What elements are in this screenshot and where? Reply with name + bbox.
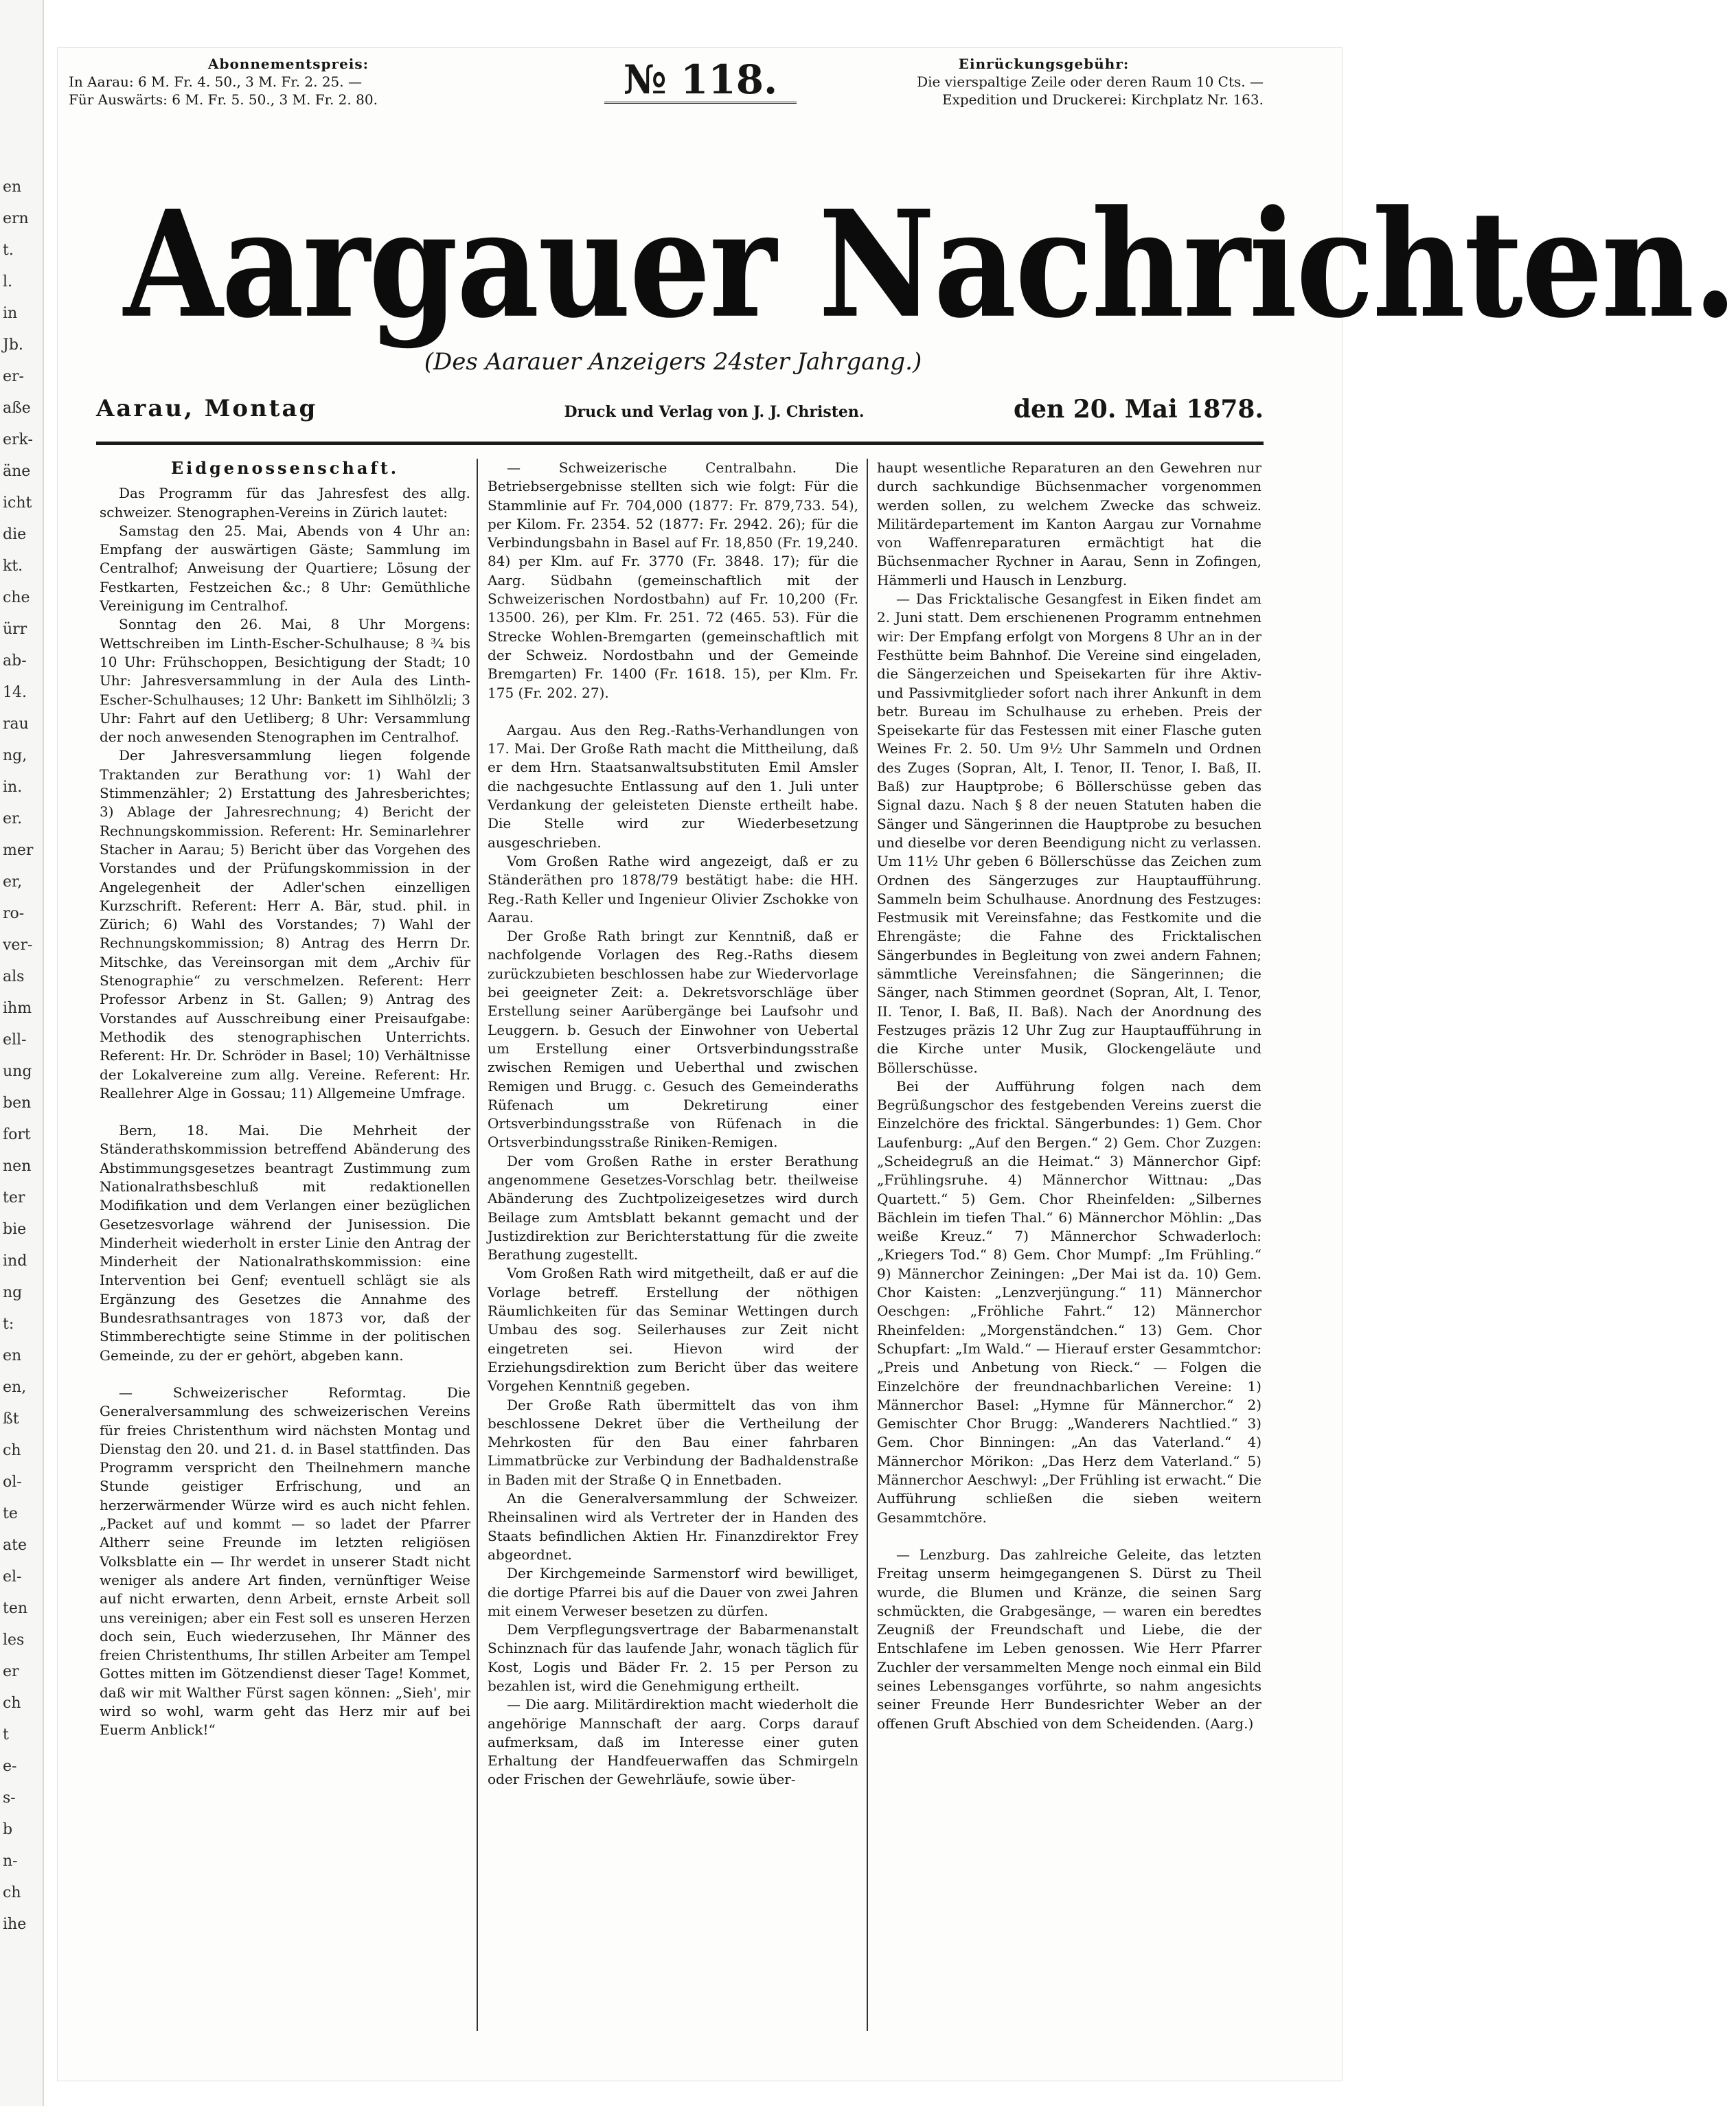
article-paragraph: — Lenzburg. Das zahlreiche Geleite, das letzten Freitag unserm heimgegangenen S. Dürst zu Theil wurde, die Blumen und Kränze, die seinen Sarg schmückten, die Grabgesänge, — waren ein beredtes Zeugniß der Freundschaft und Liebe, die der Entschlafene im Leben genossen. Wie Herr Pfarrer Zuchler der versammelten Menge noch einmal ein Bild seines Lebensganges vorführte, so nahm angesichts seiner Freunde Herr Bundesrichter Weber an der offenen Gruft Abschied von dem Scheidenden. (Aarg.) xyxy=(877,1546,1261,1732)
article-paragraph: Bern, 18. Mai. Die Mehrheit der Ständerathskommission betreffend Abänderung des Abstimmungsgesetzes beantragt Zustimmung zum Nationalrathsbeschluß mit redaktionellen Modifikation und dem Verlangen einer bezüglichen Gesetzesvorlage während der Junisession. Die Minderheit wiederholt in erster Linie den Antrag der Minderheit der Nationalrathskommission: eine Intervention bei Genf; eventuell schlägt sie als Ergänzung des Gesetzes die Annahme des Bundesrathsantrages von 1873 vor, daß der Stimmberechtigte seine Stimme in der politischen Gemeinde, zu der er gehört, abgeben kann. xyxy=(100,1122,470,1364)
insertion-fee-block xyxy=(824,55,1264,108)
article-paragraph: Der Große Rath übermittelt das von ihm beschlossene Dekret über die Vertheilung der Mehrkosten für den Bau einer fahrbaren Limmatbrücke zur Verbindung der Badhaldenstraße in Baden mit der Straße Q in Ennetbaden. xyxy=(488,1396,858,1488)
margin-fragment: ng xyxy=(3,1284,23,1301)
dateline xyxy=(96,395,1264,436)
margin-fragment: er- xyxy=(3,368,24,385)
margin-fragment: ürr xyxy=(3,621,27,638)
column-divider xyxy=(867,459,868,2031)
section-heading: Eidgenossenschaft. xyxy=(170,458,400,478)
margin-fragment: ihm xyxy=(3,1000,32,1017)
margin-fragment: el- xyxy=(3,1568,22,1586)
margin-fragment: ol- xyxy=(3,1474,22,1491)
adjacent-page-margin xyxy=(0,0,44,2106)
margin-fragment: rau xyxy=(3,716,29,733)
margin-fragment: che xyxy=(3,589,30,606)
margin-fragment: s- xyxy=(3,1789,16,1807)
margin-fragment: er. xyxy=(3,810,23,827)
column-1 xyxy=(100,459,470,1740)
article-paragraph: Der Jahresversammlung liegen folgende Traktanden zur Berathung vor: 1) Wahl der Stimmenzähler; 2) Erstattung des Jahresberichtes; 3) Ablage der Jahresrechnung; 4) Bericht der Rechnungskommission. Referent: Hr. Seminarlehrer Stacher in Aarau; 5) Bericht über das Vorgehen des Vorstandes und der Prüfungskommission in der Angelegenheit der Adler'schen einzelligen Kurzschrift. Referent: Herr A. Bär, stud. phil. in Zürich; 6) Wahl des Vorstandes; 7) Wahl der Rechnungskommission; 8) Antrag des Herrn Dr. Mitschke, das Vereinsorgan mit dem „Archiv für Stenographie“ zu verschmelzen. Referent: Herr Professor Arbenz in St. Gallen; 9) Antrag des Vorstandes auf Ausschreibung einer Preisaufgabe: Methodik des stenographischen Unterrichts. Referent: Hr. Dr. Schröder in Basel; 10) Verhältnisse der Lokalvereine zum allg. Vereine. Referent: Hr. Reallehrer Alge in Gossau; 11) Allgemeine Umfrage. xyxy=(100,747,470,1101)
place-and-day: Aarau, Montag xyxy=(96,395,318,422)
margin-fragment: t xyxy=(3,1726,9,1743)
margin-fragment: er xyxy=(3,1663,19,1680)
margin-fragment: bie xyxy=(3,1221,27,1238)
margin-fragment: äne xyxy=(3,463,31,480)
article-paragraph: Aargau. Aus den Reg.-Raths-Verhandlungen von 17. Mai. Der Große Rath macht die Mittheilung, daß er dem Hrn. Staatsanwaltsubstituten Emil Amsler die nachgesuchte Entlassung auf den 1. Juli unter Verdankung der geleisteten Dienste ertheilt habe. Die Stelle wird zur Wiederbesetzung ausgeschrieben. xyxy=(488,721,858,851)
subscription-line: In Aarau: 6 M. Fr. 4. 50., 3 M. Fr. 2. 25. — xyxy=(69,73,362,90)
column-divider xyxy=(477,459,478,2031)
margin-fragment: ng, xyxy=(3,747,27,764)
margin-fragment: mer xyxy=(3,842,34,859)
margin-fragment: t: xyxy=(3,1316,14,1333)
article-paragraph: Der Kirchgemeinde Sarmenstorf wird bewilliget, die dortige Pfarrei bis auf die Dauer von zwei Jahren mit einem Verweser besetzen zu dürfen. xyxy=(488,1565,858,1619)
margin-fragment: ter xyxy=(3,1189,25,1206)
insertion-title: Einrückungsgebühr: xyxy=(958,56,1130,72)
margin-fragment: als xyxy=(3,968,25,985)
margin-fragment: icht xyxy=(3,494,32,512)
margin-fragment: nen xyxy=(3,1158,32,1175)
masthead-subtitle: (Des Aarauer Anzeigers 24ster Jahrgang.) xyxy=(424,348,922,376)
margin-fragment: t. xyxy=(3,242,14,259)
insertion-line: Expedition und Druckerei: Kirchplatz Nr. 163. xyxy=(941,91,1264,108)
margin-fragment: aße xyxy=(3,400,31,417)
subscription-title: Abonnementspreis: xyxy=(207,56,369,72)
article-paragraph: Vom Großen Rath wird mitgetheilt, daß er auf die Vorlage betreff. Erstellung der nöthigen Räumlichkeiten für das Seminar Wettingen durch Umbau des sog. Seilerhauses zur Zeit nicht eingetreten sei. Hievon wird der Erziehungsdirektion zum Bericht über das weitere Vorgehen Kenntniß gegeben. xyxy=(488,1265,858,1395)
margin-fragment: die xyxy=(3,526,27,543)
article-paragraph: — Schweizerische Centralbahn. Die Betriebsergebnisse stellten sich wie folgt: Für die Stammlinie auf Fr. 704,000 (1877: Fr. 879,733. 54), per Kilom. Fr. 2354. 52 (1877: Fr. 2942. 26); für die Verbindungsbahn in Basel auf Fr. 18,850 (Fr. 19,240. 84) per Klm. auf Fr. 3770 (Fr. 3848. 17); für die Aarg. Südbahn (gemeinschaftlich mit der Schweizerischen Nordostbahn) auf Fr. 10,200 (Fr. 13500. 26), per Klm. Fr. 251. 72 (465. 53). Für die Strecke Wohlen-Bremgarten (gemeinschaftlich mit der Schweiz. Nordostbahn und der Gemeinde Bremgarten) Fr. 1400 (Fr. 1618. 15), per Klm. Fr. 175 (Fr. 202. 27). xyxy=(488,459,858,701)
margin-fragment: ung xyxy=(3,1063,32,1080)
article-paragraph: Vom Großen Rathe wird angezeigt, daß er zu Ständeräthen pro 1878/79 bestätigt habe: die HH. Reg.-Rath Keller und Ingenieur Olivier Zschokke von Aarau. xyxy=(488,852,858,926)
margin-fragment: l. xyxy=(3,273,13,290)
article-paragraph: Das Programm für das Jahresfest des allg. schweizer. Stenographen-Vereins in Zürich lautet: xyxy=(100,485,470,520)
margin-fragment: b xyxy=(3,1821,13,1838)
margin-fragment: ate xyxy=(3,1537,27,1554)
subscription-line: Für Auswärts: 6 M. Fr. 5. 50., 3 M. Fr. 2. 80. xyxy=(69,91,378,108)
article-paragraph: Der Große Rath bringt zur Kenntniß, daß er nachfolgende Vorlagen des Reg.-Raths diesem zurückzubieten beschlossen habe zur Wiedervorlage bei geeigneter Zeit: a. Dekretsvorschläge über Erstellung seiner Aarübergänge bei Laufsohr und Leuggern. b. Gesuch der Einwohner von Uebertal um Erstellung einer Ortsverbindungsstraße zwischen Remigen und Ueberthal und zwischen Remigen und Brugg. c. Gesuch des Gemeinderaths Rüfenach um Dekretirung einer Ortsverbindungsstraße von Rüfenach in die Ortsverbindungsstraße Riniken-Remigen. xyxy=(488,928,858,1151)
margin-fragment: en, xyxy=(3,1379,27,1396)
masthead-title: Aargauer Nachrichten. xyxy=(124,177,1736,351)
article-paragraph: Dem Verpflegungsvertrage der Babarmenanstalt Schinznach für das laufende Jahr, wonach täglich für Kost, Logis und Bäder Fr. 2. 15 per Person zu bezahlen ist, wird die Genehmigung ertheilt. xyxy=(488,1621,858,1694)
column-2 xyxy=(488,459,858,1789)
margin-fragment: en xyxy=(3,179,22,196)
margin-fragment: 14. xyxy=(3,684,27,701)
header-row xyxy=(69,55,1264,117)
article-paragraph: — Das Fricktalische Gesangfest in Eiken findet am 2. Juni statt. Dem erschienenen Programm entnehmen wir: Der Empfang erfolgt von Morgens 8 Uhr an in der Festhütte beim Bahnhof. Die Vereine sind eingeladen, die Sängerzeichen und Speisekarten für ihre Aktiv- und Passivmitglieder sofort nach ihrer Ankunft in dem betr. Bureau im Schulhause zu erheben. Preis der Speisekarte für das Festessen mit einer Flasche guten Weines Fr. 2. 50. Um 9½ Uhr Sammeln und Ordnen des Zuges (Sopran, Alt, I. Tenor, II. Tenor, I. Baß, II. Baß) zur Hauptprobe; 6 Böllerschüsse geben das Signal dazu. Nach § 8 der neuen Statuten haben die Sänger und Sängerinnen die Hauptprobe zu besuchen und dieselbe vor deren Beendigung nicht zu verlassen. Um 11½ Uhr geben 6 Böllerschüsse das Zeichen zum Ordnen des Sängerzuges zur Hauptaufführung. Sammeln beim Schulhause. Anordnung des Festzuges: Festmusik mit Vereinsfahne; das Festkomite und die Ehrengäste; die Fahne des Fricktalischen Sängerbundes in Begleitung von zwei andern Fahnen; sämmtliche Vereinsfahnen; die Sängerinnen; die Sänger, nach Stimmen geordnet (Sopran, Alt, I. Tenor, II. Tenor, I. Baß, II. Baß). Nach der Anordnung des Festzuges präzis 12 Uhr Zug zur Hauptaufführung in die Kirche unter Musik, Glockengeläute und Böllerschüsse. xyxy=(877,591,1261,1076)
margin-fragment: ben xyxy=(3,1095,32,1112)
margin-fragment: ihe xyxy=(3,1916,27,1933)
margin-fragment: ell- xyxy=(3,1031,27,1049)
margin-fragment: les xyxy=(3,1632,25,1649)
margin-fragment: in xyxy=(3,305,18,322)
article-paragraph: An die Generalversammlung der Schweizer. Rheinsalinen wird als Vertreter der in Handen des Staats befindlichen Aktien Hr. Finanzdirektor Frey abgeordnet. xyxy=(488,1490,858,1563)
article-paragraph: Samstag den 25. Mai, Abends von 4 Uhr an: Empfang der auswärtigen Gäste; Sammlung im Centralhof; Anweisung der Quartiere; Lösung der Festkarten, Festzeichen &c.; 8 Uhr: Gemüthliche Vereinigung im Centralhof. xyxy=(100,522,470,615)
margin-fragment: erk- xyxy=(3,431,33,448)
margin-fragment: ßt xyxy=(3,1410,19,1428)
margin-fragment: en xyxy=(3,1347,22,1364)
margin-fragment: Jb. xyxy=(3,336,23,354)
insertion-line: Die vierspaltige Zeile oder deren Raum 10 Cts. — xyxy=(917,73,1264,90)
article-paragraph: — Schweizerischer Reformtag. Die Generalversammlung des schweizerischen Vereins für freies Christenthum wird nächsten Montag und Dienstag den 20. und 21. d. in Basel stattfinden. Das Programm verspricht den Theilnehmern manche Stunde geistiger Erfrischung, und an herzerwärmender Würze wird es auch nicht fehlen. „Packet auf und kommt — so ladet der Pfarrer Altherr seine Freunde im letzten religiösen Volksblatte ein — Ihr werdet in unserer Stadt nicht weniger als andere Art finden, vernünftiger Weise auf nicht erwarten, denn Arbeit, ernste Arbeit soll uns vereinigen; aber ein Fest soll es unseren Herzen doch sein, Euch wiederzusehen, Ihr Männer des freien Christenthums, Ihr stillen Arbeiter am Tempel Gottes mitten im Götzendienst dieser Tage! Kommet, daß wir mit Walther Fürst sagen können: „Sieh', mir wird so wohl, warm geht das Herz mir auf bei Euerm Anblick!“ xyxy=(100,1384,470,1739)
article-paragraph: — Die aarg. Militärdirektion macht wiederholt die angehörige Mannschaft der aarg. Corps darauf aufmerksam, daß im Interesse einer guten Erhaltung der Handfeuerwaffen das Schmirgeln oder Frischen der Gewehrläufe, sowie über- xyxy=(488,1696,858,1788)
margin-fragment: kt. xyxy=(3,558,23,575)
margin-fragment: ind xyxy=(3,1252,27,1270)
printer-line: Druck und Verlag von J. J. Christen. xyxy=(564,403,865,421)
column-3 xyxy=(877,459,1261,1733)
margin-fragment: fort xyxy=(3,1126,31,1143)
article-paragraph: Bei der Aufführung folgen nach dem Begrüßungschor des festgebenden Vereins zuerst die Einzelchöre des fricktal. Sängerbundes: 1) Gem. Chor Laufenburg: „Auf den Bergen.“ 2) Gem. Chor Zuzgen: „Scheidegruß an die Heimat.“ 3) Männerchor Gipf: „Frühlingsruhe. 4) Männerchor Wittnau: „Das Quartett.“ 5) Gem. Chor Rheinfelden: „Silbernes Bächlein im tiefen Thal.“ 6) Männerchor Möhlin: „Das weiße Kreuz.“ 7) Männerchor Schwaderloch: „Kriegers Tod.“ 8) Gem. Chor Mumpf: „Im Frühling.“ 9) Männerchor Zeiningen: „Der Mai ist da. 10) Gem. Chor Kaisten: „Lenzverjüngung.“ 11) Männerchor Oeschgen: „Fröhliche Fahrt.“ 12) Männerchor Rheinfelden: „Morgenständchen.“ 13) Gem. Chor Schupfart: „Im Wald.“ — Hierauf erster Gesammtchor: „Preis und Anbetung von Rieck.“ — Folgen die Einzelchöre der freundnachbarlichen Vereine: 1) Männerchor Basel: „Hymne für Männerchor.“ 2) Gemischter Chor Brugg: „Wanderers Nachtlied.“ 3) Gem. Chor Binningen: „An das Vaterland.“ 4) Männerchor Mörikon: „Das Herz dem Vaterland.“ 5) Männerchor Aeschwyl: „Der Frühling ist erwacht.“ Die Aufführung schließen die sieben weitern Gesammtchöre. xyxy=(877,1077,1261,1526)
header-rule xyxy=(96,442,1264,445)
subscription-price-block xyxy=(69,55,508,108)
margin-fragment: ro- xyxy=(3,905,25,922)
margin-fragment: n- xyxy=(3,1853,18,1870)
margin-fragment: ch xyxy=(3,1695,21,1712)
margin-fragment: ch xyxy=(3,1884,21,1901)
margin-fragment: te xyxy=(3,1505,18,1522)
margin-fragment: ch xyxy=(3,1442,21,1459)
article-paragraph: Sonntag den 26. Mai, 8 Uhr Morgens: Wettschreiben im Linth-Escher-Schulhause; 8 ¾ bis 10 Uhr: Frühschoppen, Besichtigung der Stadt; 10 Uhr: Jahresversammlung in der Aula des Linth-Escher-Schulhauses; 12 Uhr: Bankett im Sihlhölzli; 3 Uhr: Fahrt auf den Uetliberg; 8 Uhr: Versammlung der noch anwesenden Stenographen im Centralhof. xyxy=(100,616,470,746)
issue-date: den 20. Mai 1878. xyxy=(1013,395,1264,424)
margin-fragment: ab- xyxy=(3,652,27,669)
margin-fragment: ten xyxy=(3,1600,28,1617)
margin-fragment: e- xyxy=(3,1758,17,1775)
margin-fragment: er, xyxy=(3,873,23,891)
article-paragraph: haupt wesentliche Reparaturen an den Gewehren nur durch sachkundige Büchsenmacher vorgenommen werden sollen, zu welchem Zwecke das schweiz. Militärdepartement im Kanton Aargau zur Vornahme von Waffenreparaturen ermächtigt hat die Büchsenmacher Rychner in Aarau, Senn in Zofingen, Hämmerli und Hausch in Lenzburg. xyxy=(877,459,1261,588)
margin-fragment: ver- xyxy=(3,937,33,954)
article-paragraph: Der vom Großen Rathe in erster Berathung angenommene Gesetzes-Vorschlag betr. theilweise Abänderung des Zuchtpolizeigesetzes wird durch Beilage zum Amtsblatt bekannt gemacht und der Justizdirektion zur Berichterstattung für die zweite Berathung zugestellt. xyxy=(488,1152,858,1263)
margin-fragment: ern xyxy=(3,210,29,227)
margin-fragment: in. xyxy=(3,779,23,796)
issue-number: № 118. xyxy=(604,58,797,104)
